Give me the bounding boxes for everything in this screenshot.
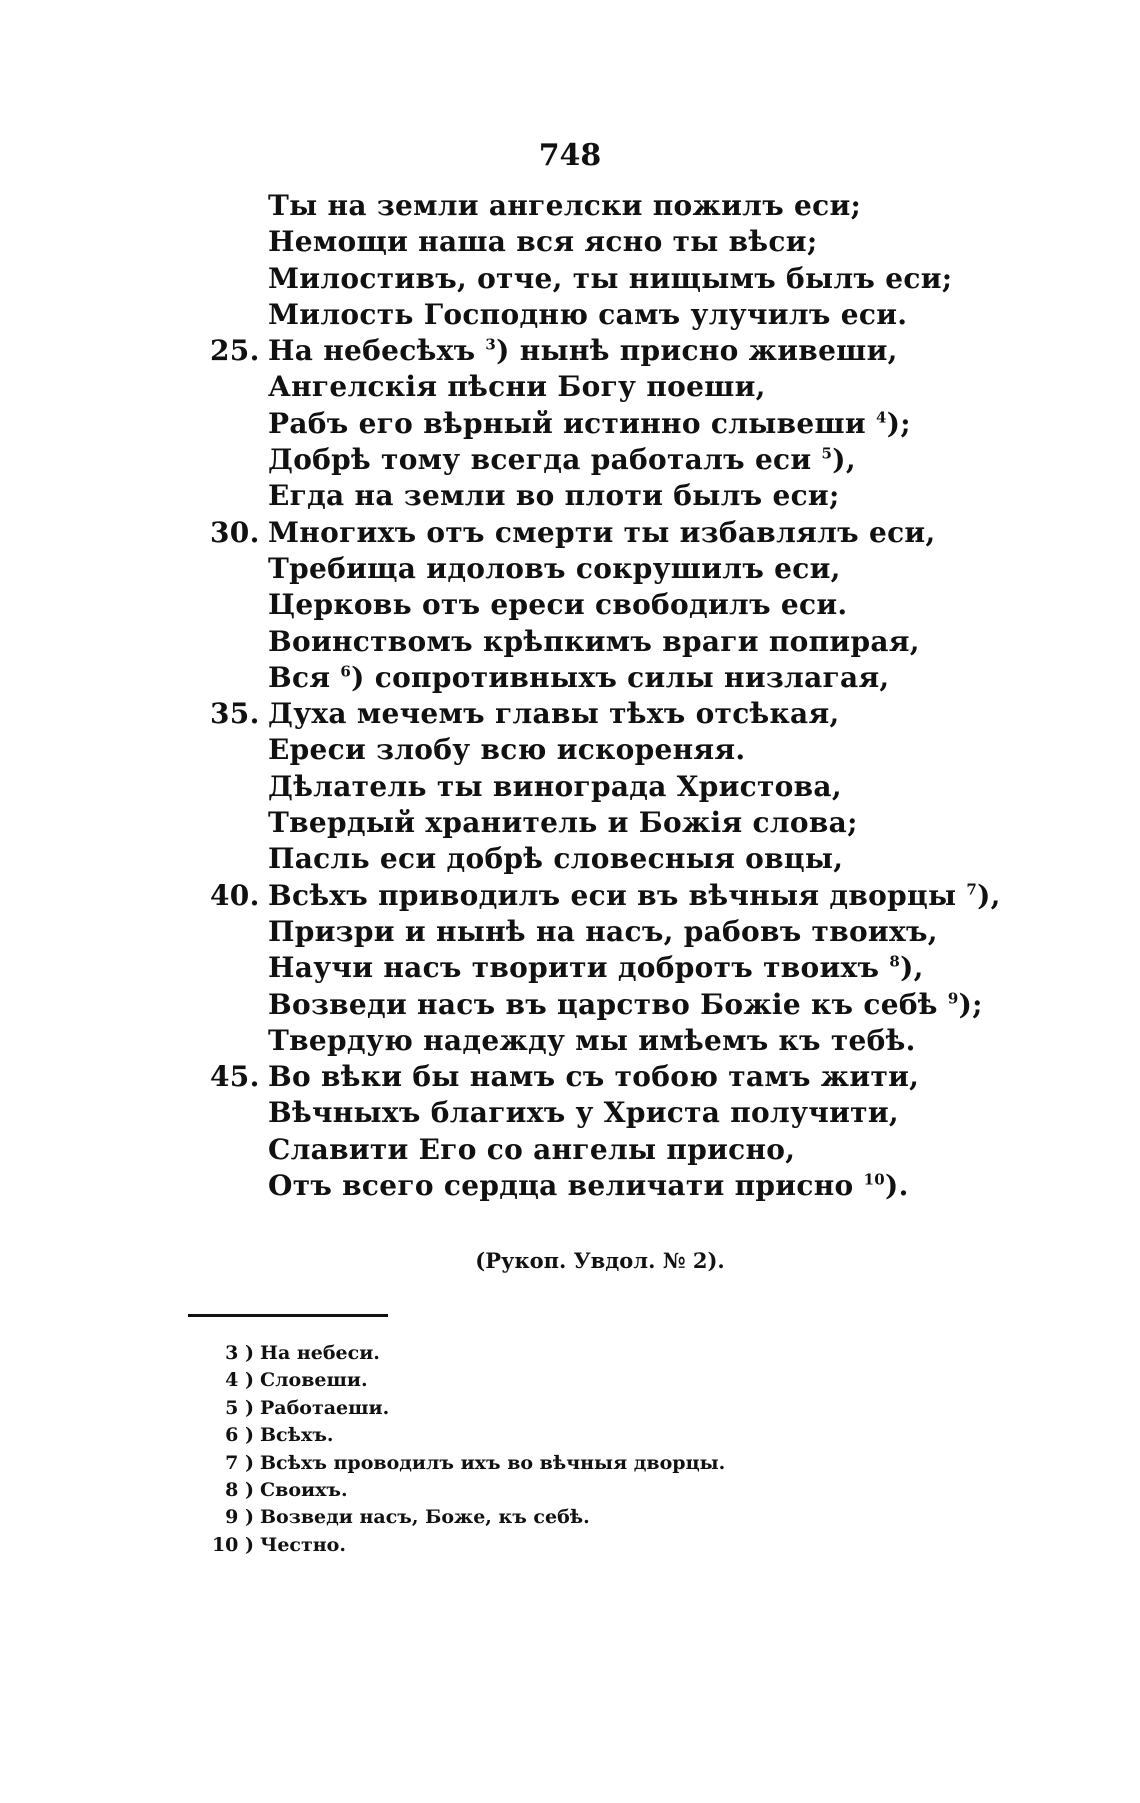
footnote-reference: 3 <box>485 335 497 354</box>
verse-line <box>210 1168 910 1204</box>
verse-line <box>210 551 910 587</box>
footnote-text: Своихъ. <box>260 1478 348 1501</box>
verse-line <box>210 769 910 805</box>
footnote <box>196 1504 796 1531</box>
verse-text: Во вѣки бы намъ съ тобою тамъ жити, <box>268 1060 920 1094</box>
verse-text: Вся <box>268 660 331 694</box>
verse-line <box>210 333 910 369</box>
footnote-reference: 8 <box>889 952 901 971</box>
footnote-text: Всѣхъ. <box>260 1424 334 1447</box>
footnote <box>196 1367 796 1394</box>
line-number: 40. <box>210 878 260 912</box>
verse-text-continued: ), <box>900 951 924 985</box>
line-number: 30. <box>210 515 260 549</box>
verse-text: Милостивъ, отче, ты нищымъ былъ еси; <box>268 261 953 295</box>
footnote-text: Работаеши. <box>260 1396 390 1419</box>
verse-line <box>210 406 910 442</box>
verse-text: Ангелскія пѣсни Богу поеши, <box>268 370 766 404</box>
footnote <box>196 1422 796 1449</box>
verse-line <box>210 987 983 1023</box>
verse-text: Егда на земли во плоти былъ еси; <box>268 479 840 513</box>
footnote-reference: 4 <box>876 408 887 427</box>
footnote-reference: 9 <box>947 989 959 1008</box>
verse-text-continued: ). <box>885 1169 909 1203</box>
verse-line <box>210 805 910 841</box>
verse-line <box>210 515 936 551</box>
verse-text-continued: ) сопротивныхъ силы низлагая, <box>351 660 890 694</box>
verse-text: Твердый хранитель и Божія слова; <box>268 806 858 840</box>
verse-text-continued: ); <box>886 406 911 440</box>
verse-line <box>210 261 953 297</box>
verse-line <box>210 660 910 696</box>
footnote-text: Всѣхъ проводилъ ихъ во вѣчныя дворцы. <box>260 1451 726 1474</box>
page-number: 748 <box>538 138 602 173</box>
footnote-reference: 6 <box>340 662 352 681</box>
footnote <box>196 1532 796 1559</box>
verse-line <box>210 878 1001 914</box>
verse-line <box>210 587 910 623</box>
verse-line <box>210 950 924 986</box>
footnote-number: 6 ) <box>225 1424 254 1447</box>
verse-line <box>210 442 910 478</box>
line-number: 25. <box>210 334 260 368</box>
verse-line <box>210 624 920 660</box>
verse-text: Добрѣ тому всегда работалъ еси <box>268 443 812 477</box>
verse-text: Духа мечемъ главы тѣхъ отсѣкая, <box>268 697 840 731</box>
footnote <box>196 1395 796 1422</box>
verse-text: Всѣхъ приводилъ еси въ вѣчныя дворцы <box>268 878 957 912</box>
footnote <box>196 1340 796 1367</box>
verse-line <box>210 369 910 405</box>
footnote-text: Возведи насъ, Боже, къ себѣ. <box>260 1506 590 1529</box>
verse-text: Милость Господню самъ улучилъ еси. <box>268 297 908 331</box>
verse-line <box>210 1095 910 1131</box>
verse-text: Требища идоловъ сокрушилъ еси, <box>268 551 841 585</box>
verse-line <box>210 1132 910 1168</box>
verse-line <box>210 478 910 514</box>
verse-text: Дѣлатель ты винограда Христова, <box>268 769 842 803</box>
verse-text: Вѣчныхъ благихъ у Христа получити, <box>268 1096 899 1130</box>
verse-text-continued: ) нынѣ присно живеши, <box>496 334 898 368</box>
line-number: 45. <box>210 1060 260 1094</box>
footnote-text: Словеши. <box>260 1369 368 1392</box>
verse-line <box>210 1023 916 1059</box>
poem-verse <box>210 188 1001 1204</box>
verse-text: Немощи наша вся ясно ты вѣси; <box>268 225 818 259</box>
verse-text: Рабъ его вѣрный истинно слывеши <box>268 406 866 440</box>
verse-text: Многихъ отъ смерти ты избавлялъ еси, <box>268 515 936 549</box>
verse-line <box>210 1059 920 1095</box>
footnote-text: Честно. <box>260 1533 346 1556</box>
verse-text: Славити Его со ангелы присно, <box>268 1132 796 1166</box>
verse-text-continued: ), <box>832 443 856 477</box>
verse-text: Церковь отъ ереси свободилъ еси. <box>268 588 848 622</box>
footnote <box>196 1450 796 1477</box>
footnote-divider <box>188 1314 388 1317</box>
verse-line <box>210 732 910 768</box>
footnote-reference: 10 <box>863 1170 886 1189</box>
verse-text: Призри и нынѣ на насъ, рабовъ твоихъ, <box>268 914 938 948</box>
footnote-number: 10 ) <box>211 1533 254 1556</box>
source-citation: (Рукоп. Увдол. № 2). <box>475 1248 725 1273</box>
verse-text: Пасль еси добрѣ словесныя овцы, <box>268 842 844 876</box>
verse-text: Воинствомъ крѣпкимъ враги попирая, <box>268 624 920 658</box>
verse-line <box>210 914 938 950</box>
footnote-number: 9 ) <box>225 1506 254 1529</box>
verse-line <box>210 224 910 260</box>
footnote <box>196 1477 796 1504</box>
verse-text: Ты на земли ангелски пожилъ еси; <box>268 189 862 222</box>
footnote-number: 4 ) <box>225 1369 254 1392</box>
footnote-reference: 5 <box>821 444 833 463</box>
footnote-number: 8 ) <box>225 1478 254 1501</box>
verse-text: Ереси злобу всю искореняя. <box>268 733 746 767</box>
verse-text: Научи насъ творити добротъ твоихъ <box>268 951 880 985</box>
verse-text: Отъ всего сердца величати присно <box>268 1169 854 1203</box>
verse-text: Возведи насъ въ царство Божіе къ себѣ <box>268 987 938 1021</box>
verse-text-continued: ), <box>977 878 1001 912</box>
line-number: 35. <box>210 697 260 731</box>
verse-text: На небесѣхъ <box>268 334 476 368</box>
footnote-text: На небеси. <box>260 1342 380 1364</box>
verse-line <box>210 188 910 224</box>
verse-line <box>210 841 910 877</box>
verse-line <box>210 696 910 732</box>
footnote-number: 5 ) <box>225 1396 254 1419</box>
verse-line <box>210 297 910 333</box>
footnote-number: 7 ) <box>225 1451 254 1474</box>
footnote-reference: 7 <box>966 880 978 899</box>
footnotes <box>196 1340 796 1559</box>
verse-text: Твердую надежду мы имѣемъ къ тебѣ. <box>268 1023 916 1057</box>
footnote-number: 3 ) <box>225 1342 254 1364</box>
verse-text-continued: ); <box>958 987 983 1021</box>
